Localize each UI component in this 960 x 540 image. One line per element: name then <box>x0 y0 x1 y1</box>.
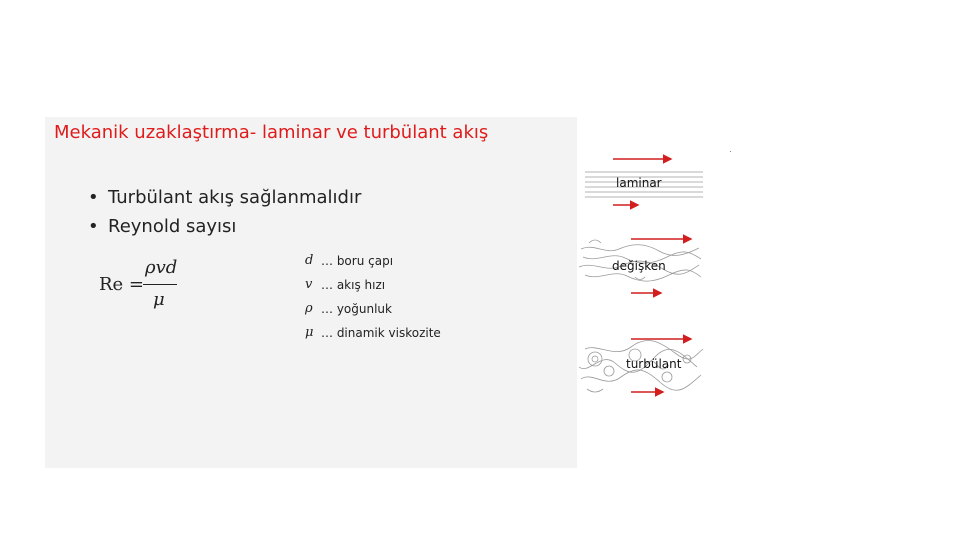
bullet-list <box>88 183 361 241</box>
definition-symbol: d <box>305 253 314 268</box>
turbulent-label: turbülant <box>626 357 682 371</box>
slide-title: Mekanik uzaklaştırma- laminar ve turbülant akış <box>54 122 489 143</box>
formula-numerator: ρvd <box>145 257 178 278</box>
fraction-bar <box>143 284 177 285</box>
reynolds-formula <box>99 257 179 315</box>
stray-dot <box>730 151 731 152</box>
bullet-item: • Reynold sayısı <box>88 212 361 241</box>
definition-text: … dinamik viskozite <box>321 326 441 340</box>
formula-lhs: Re = <box>99 274 145 295</box>
transitional-label: değişken <box>612 259 666 273</box>
definition-symbol: ρ <box>305 301 313 316</box>
flow-regimes-diagram <box>575 145 735 410</box>
formula-denominator: μ <box>153 289 165 310</box>
definition-symbol: μ <box>305 325 314 340</box>
definition-text: … boru çapı <box>321 254 394 268</box>
bullet-item: • Turbülant akış sağlanmalıdır <box>88 183 361 212</box>
definition-text: … akış hızı <box>321 278 386 292</box>
laminar-label: laminar <box>616 176 662 190</box>
definition-text: … yoğunluk <box>321 302 392 316</box>
definition-symbol: v <box>305 277 313 292</box>
